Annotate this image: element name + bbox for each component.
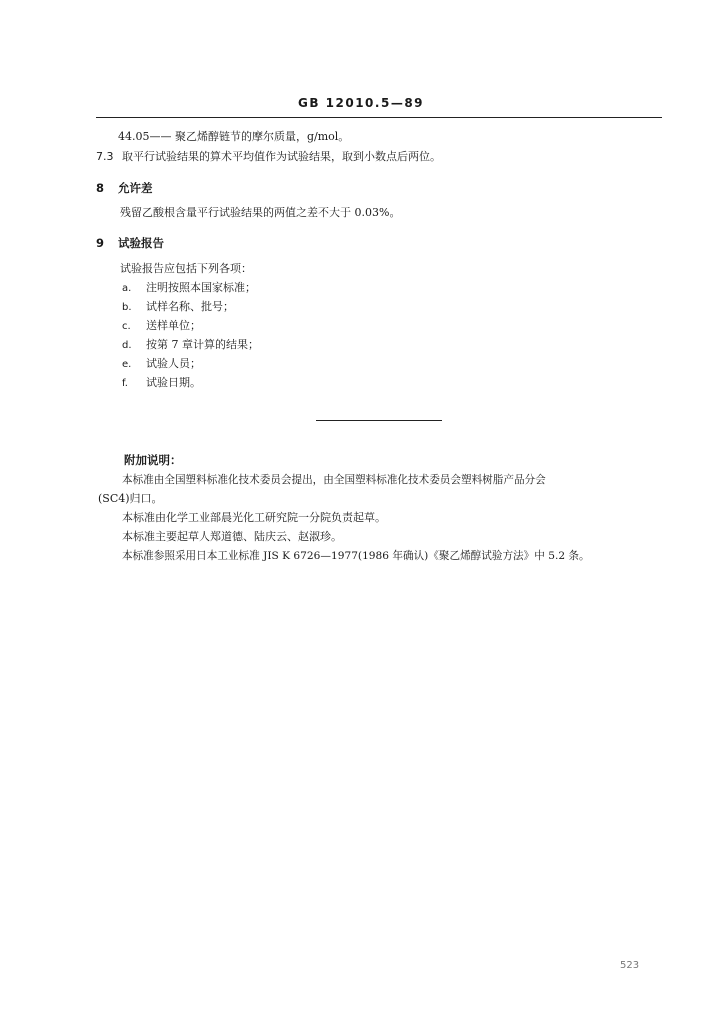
item-text: 试样名称、批号； [146, 300, 234, 313]
list-item [122, 281, 256, 296]
notes-heading: 附加说明： [124, 453, 182, 467]
item-label: d. [122, 340, 132, 351]
list-item [122, 376, 201, 391]
item-text: 注明按照本国家标准； [146, 281, 256, 294]
section-9-intro: 试验报告应包括下列各项： [120, 262, 252, 275]
note-line: (SC4)归口。 [98, 492, 163, 505]
section-8-text: 残留乙酸根含量平行试验结果的两值之差不大于 0.03%。 [120, 206, 401, 219]
item-text: 试验日期。 [146, 376, 201, 389]
clause-number: 7.3 [96, 150, 114, 163]
list-item [122, 338, 259, 353]
item-label: b. [122, 302, 132, 313]
note-line: 本标准由化学工业部晨光化工研究院一分院负责起草。 [122, 511, 386, 524]
section-number: 9 [96, 236, 105, 250]
clause-text: 取平行试验结果的算术平均值作为试验结果，取到小数点后两位。 [122, 150, 441, 163]
list-item [122, 319, 201, 334]
formula-note: 44.05—— 聚乙烯醇链节的摩尔质量，g/mol。 [118, 130, 350, 143]
section-title: 允许差 [118, 181, 153, 195]
item-text: 试验人员； [146, 357, 201, 370]
list-item [122, 300, 234, 315]
item-text: 送样单位； [146, 319, 201, 332]
note-line: 本标准参照采用日本工业标准 JIS K 6726—1977(1986 年确认)《聚乙烯醇试验方法》中 5.2 条。 [122, 550, 590, 562]
page-header: GB 12010.5—89 [297, 96, 425, 110]
section-title: 试验报告 [118, 236, 164, 250]
item-label: c. [122, 321, 131, 332]
item-text: 按第 7 章计算的结果； [146, 338, 259, 351]
section-number: 8 [96, 181, 105, 195]
note-line: 本标准由全国塑料标准化技术委员会提出，由全国塑料标准化技术委员会塑料树脂产品分会 [122, 474, 546, 486]
page-number: 523 [620, 960, 640, 971]
note-line: 本标准主要起草人郑道德、陆庆云、赵淑珍。 [122, 530, 342, 543]
section-9-heading [96, 235, 164, 251]
item-label: f. [122, 378, 128, 389]
clause-7-3 [96, 150, 441, 164]
section-divider [316, 420, 442, 421]
header-rule [96, 117, 662, 118]
item-label: a. [122, 283, 132, 294]
section-8-heading [96, 180, 153, 196]
list-item [122, 357, 201, 372]
item-label: e. [122, 359, 132, 370]
